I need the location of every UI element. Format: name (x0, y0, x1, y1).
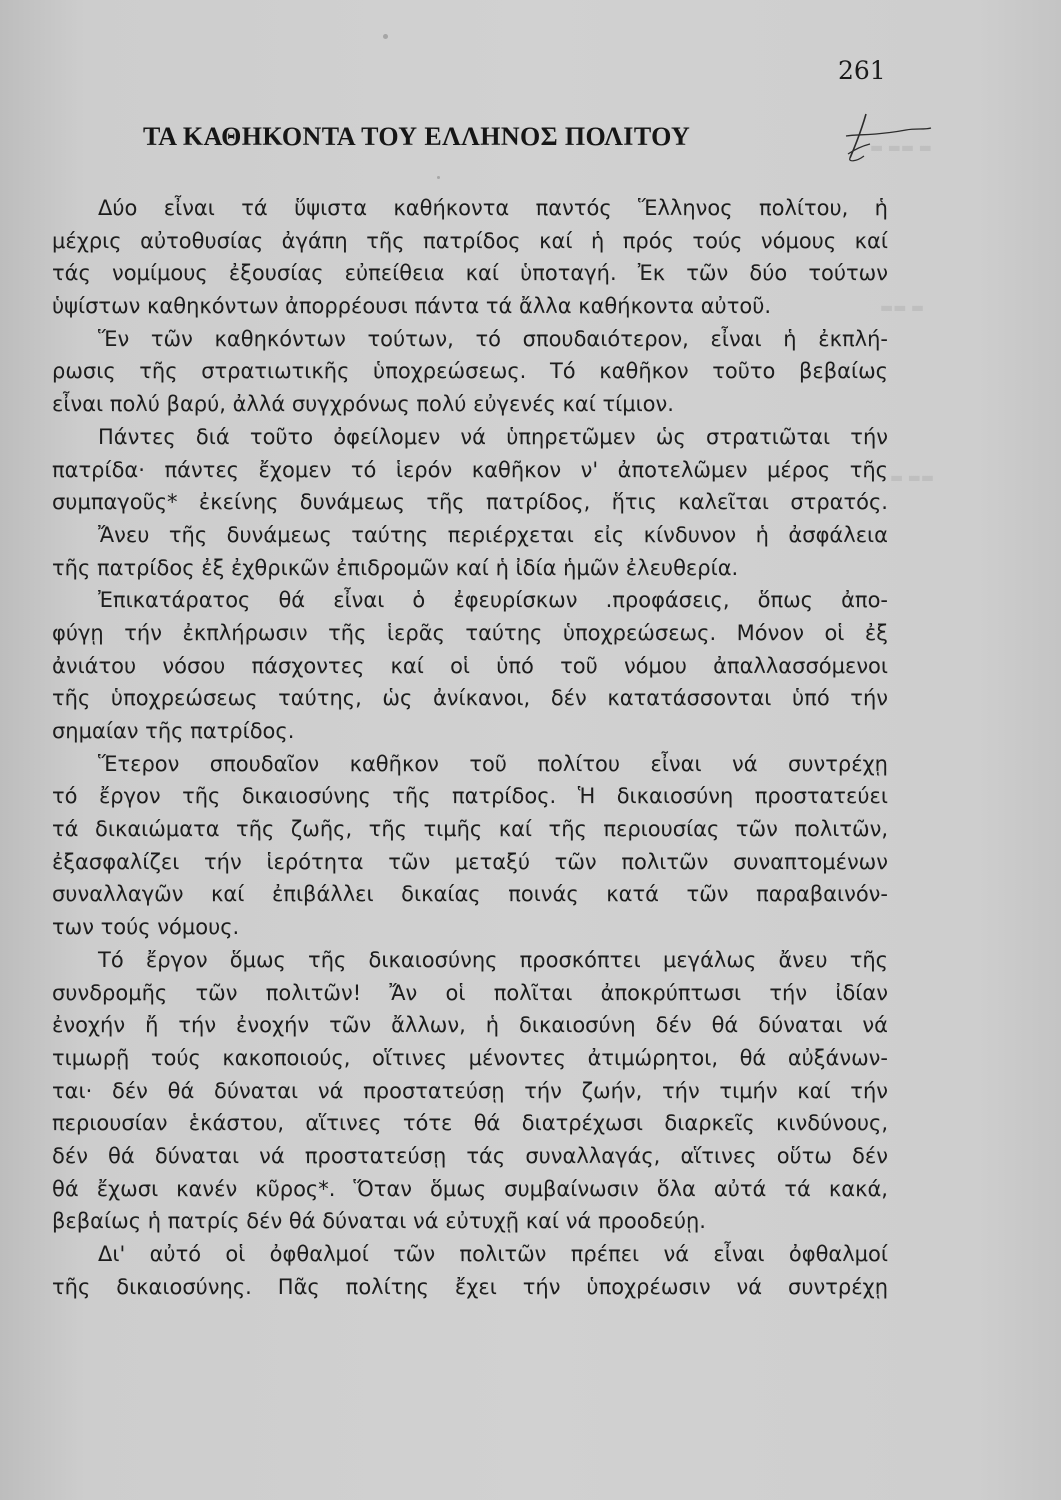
page-title: ΤΑ ΚΑΘΗΚΟΝΤΑ ΤΟΥ ΕΛΛΗΝΟΣ ΠΟΛΙΤΟΥ (143, 122, 691, 151)
text-line: ὑψίστων καθηκόντων ἀπορρέουσι πάντα τά ἄλλα καθήκοντα αὐτοῦ. (52, 294, 772, 319)
text-line: σημαίαν τῆς πατρίδος. (52, 719, 295, 743)
text-line: ρωσις τῆς στρατιωτικῆς ὑποχρεώσεως. Τό καθῆκον τοῦτο βεβαίως (52, 359, 888, 384)
text-line: Τό ἔργον ὅμως τῆς δικαιοσύνης προσκόπτει μεγάλως ἄνευ τῆς (98, 947, 888, 972)
text-line: τῆς δικαιοσύνης. Πᾶς πολίτης ἔχει τήν ὑποχρέωσιν νά συντρέχῃ (52, 1274, 888, 1299)
text-line: εἶναι πολύ βαρύ, ἀλλά συγχρόνως πολύ εὐγενές καί τίμιον. (52, 392, 674, 417)
text-line: τά δικαιώματα τῆς ζωῆς, τῆς τιμῆς καί τῆς περιουσίας τῶν πολιτῶν, (52, 817, 888, 842)
text-line: Δι' αὐτό οἱ ὀφθαλμοί τῶν πολιτῶν πρέπει νά εἶναι ὀφθαλμοί (98, 1242, 888, 1266)
dust-speck (437, 176, 440, 179)
text-line: ἐξασφαλίζει τήν ἱερότητα τῶν μεταξύ τῶν πολιτῶν συναπτομένων (52, 849, 888, 874)
text-line: Ἄνευ τῆς δυνάμεως ταύτης περιέρχεται εἰς κίνδυνον ἡ ἀσφάλεια (98, 522, 888, 547)
text-line: τό ἔργον τῆς δικαιοσύνης τῆς πατρίδος. Ἡ δικαιοσύνη προστατεύει (52, 784, 888, 809)
text-line: Ἕτερον σπουδαῖον καθῆκον τοῦ πολίτου εἶναι νά συντρέχῃ (98, 751, 888, 776)
text-line: φύγῃ τήν ἐκπλήρωσιν τῆς ἱερᾶς ταύτης ὑποχρεώσεως. Μόνον οἱ ἐξ (52, 620, 888, 645)
text-line: τῆς πατρίδος ἐξ ἐχθρικῶν ἐπιδρομῶν καί ἡ ἰδία ἡμῶν ἐλευθερία. (52, 555, 739, 580)
text-line: Ἕν τῶν καθηκόντων τούτων, τό σπουδαιότερον, εἶναι ἡ ἐκπλή- (98, 326, 888, 351)
dust-speck (383, 34, 388, 39)
text-line: θά ἔχωσι κανέν κῦρος*. Ὅταν ὅμως συμβαίνωσιν ὅλα αὐτά τά κακά, (52, 1176, 888, 1201)
text-line: πατρίδα· πάντες ἔχομεν τό ἱερόν καθῆκον ν' ἀποτελῶμεν μέρος τῆς (52, 457, 888, 482)
bleed-through-texture: ▬ ▬▬ (890, 470, 935, 486)
text-line: περιουσίαν ἑκάστου, αἵτινες τότε θά διατρέχωσι διαρκεῖς κινδύνους, (52, 1111, 888, 1136)
text-line: τιμωρῇ τούς κακοποιούς, οἵτινες μένοντες ἀτιμώρητοι, θά αὐξάνων- (52, 1045, 888, 1070)
text-line: συνδρομῆς τῶν πολιτῶν! Ἄν οἱ πολῖται ἀποκρύπτωσι τήν ἰδίαν (52, 980, 888, 1005)
bleed-through-texture: ▬▬ ▬ (880, 300, 925, 316)
bleed-through-texture: ▬ ▬▬ ▬ (870, 140, 932, 156)
text-line: μέχρις αὐτοθυσίας ἀγάπη τῆς πατρίδος καί ἡ πρός τούς νόμους καί (52, 228, 888, 253)
page-number: 261 (838, 56, 886, 85)
text-line: ἐνοχήν ἤ τήν ἐνοχήν τῶν ἄλλων, ἡ δικαιοσύνη δέν θά δύναται νά (52, 1013, 888, 1038)
body-text (52, 192, 888, 1303)
text-line: συμπαγοῦς* ἐκείνης δυνάμεως τῆς πατρίδος, ἥτις καλεῖται στρατός. (52, 490, 888, 515)
text-line: ἀνιάτου νόσου πάσχοντες καί οἱ ὑπό τοῦ νόμου ἀπαλλασσόμενοι (52, 653, 888, 678)
text-line: συναλλαγῶν καί ἐπιβάλλει δικαίας ποινάς κατά τῶν παραβαινόν- (52, 882, 888, 907)
pencil-check-mark-icon (836, 106, 936, 166)
text-line: ται· δέν θά δύναται νά προστατεύσῃ τήν ζωήν, τήν τιμήν καί τήν (52, 1078, 888, 1103)
text-line: των τούς νόμους. (52, 915, 240, 940)
text-line: Πάντες διά τοῦτο ὀφείλομεν νά ὑπηρετῶμεν ὡς στρατιῶται τήν (98, 424, 888, 449)
text-line: δέν θά δύναται νά προστατεύσῃ τάς συναλλαγάς, αἵτινες οὕτω δέν (52, 1143, 888, 1168)
text-line: βεβαίως ἡ πατρίς δέν θά δύναται νά εὐτυχῇ καί νά προοδεύῃ. (52, 1209, 706, 1234)
text-line: τάς νομίμους ἐξουσίας εὐπείθεια καί ὑποταγή. Ἐκ τῶν δύο τούτων (52, 261, 888, 286)
text-line: Ἐπικατάρατος θά εἶναι ὁ ἐφευρίσκων .προφάσεις, ὅπως ἀπο- (98, 588, 888, 613)
text-line: τῆς ὑποχρεώσεως ταύτης, ὡς ἀνίκανοι, δέν κατατάσσονται ὑπό τήν (52, 686, 888, 711)
text-line: Δύο εἶναι τά ὕψιστα καθήκοντα παντός Ἕλληνος πολίτου, ἡ (98, 196, 888, 220)
